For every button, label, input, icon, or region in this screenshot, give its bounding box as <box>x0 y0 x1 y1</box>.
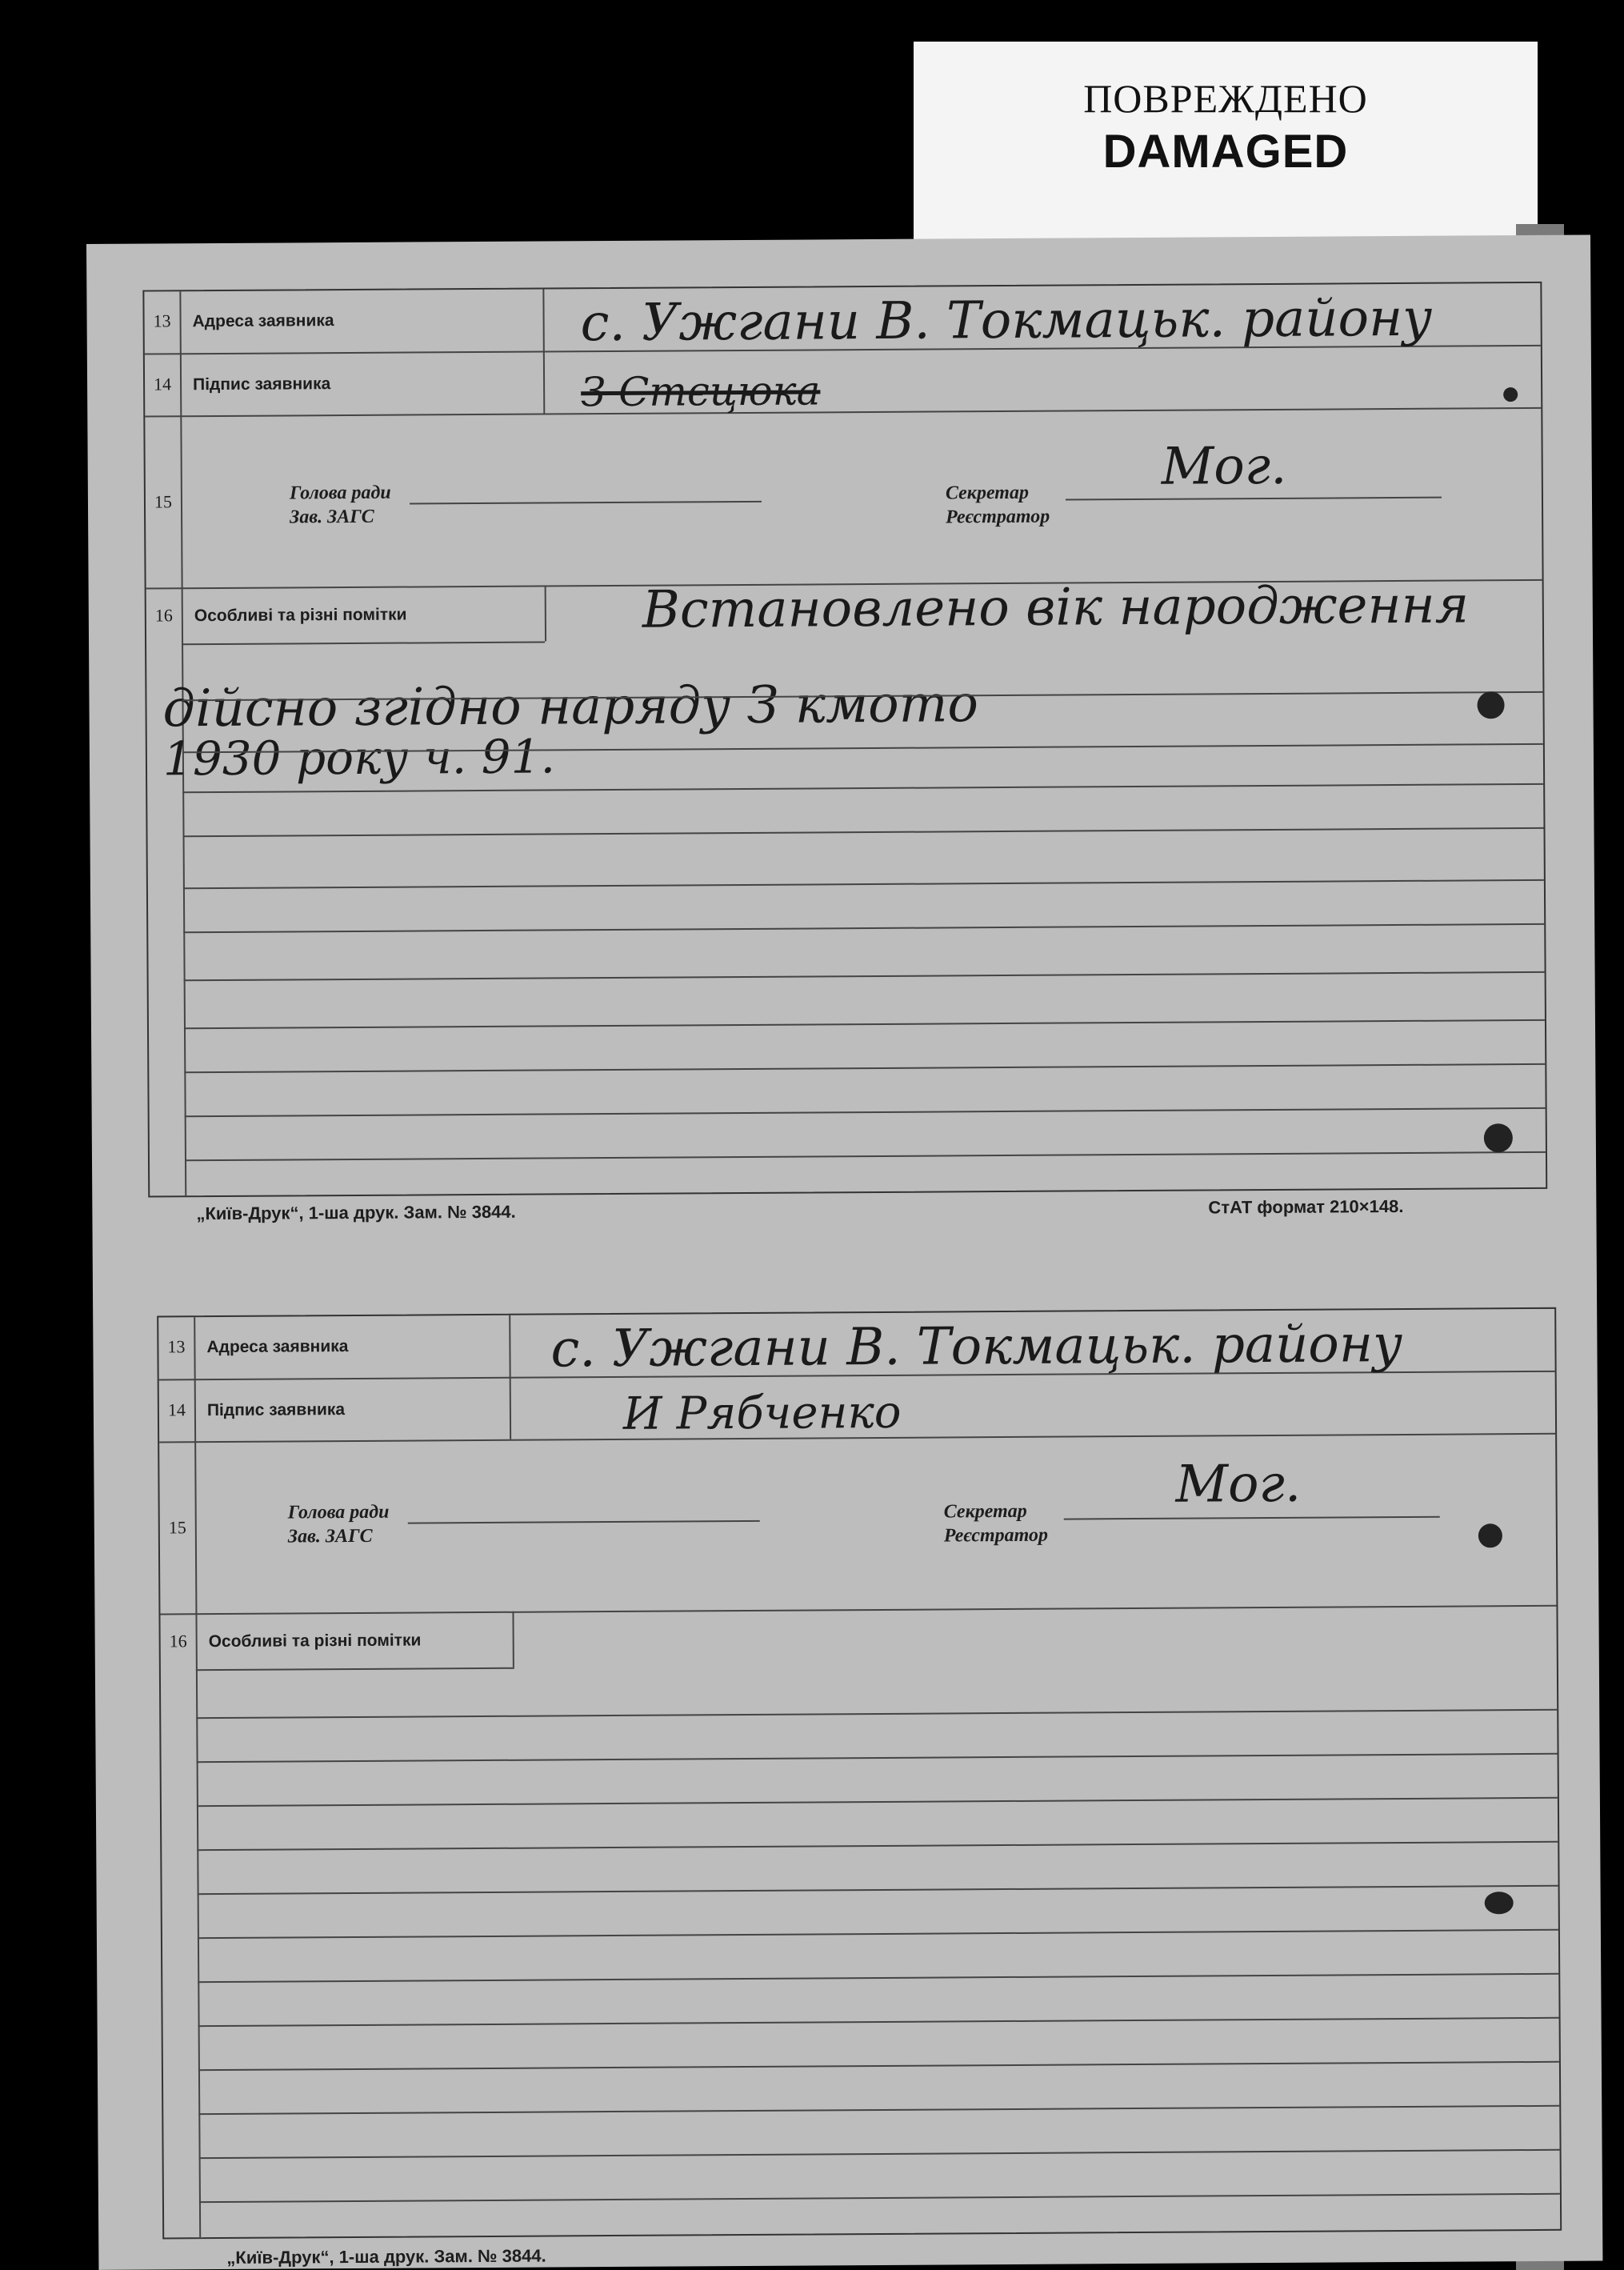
row-number: 14 <box>153 374 172 394</box>
registrar-label: Реєстратор <box>943 1524 1049 1547</box>
document-sheet <box>86 235 1602 2270</box>
handwritten-signature: И Рябченко <box>622 1386 902 1440</box>
form-top <box>142 282 1547 1198</box>
handwritten-notes-line2: дійсно згідно наряду З кмото <box>162 675 979 739</box>
secretary-label: Секретар <box>945 482 1029 504</box>
row-label-notes: Особливі та різні помітки <box>194 605 407 626</box>
printer-footer-top: „Київ-Друк“, 1-ша друк. Зам. № 3844. <box>196 1201 516 1224</box>
format-footer-top: СтАТ формат 210×148. <box>1208 1195 1404 1218</box>
damaged-label-ukrainian: ПОВРЕЖДЕНО <box>1083 76 1368 121</box>
handwritten-notes-line3: 1930 року ч. 91. <box>162 729 556 787</box>
row-number: 16 <box>154 605 173 626</box>
row-label-signature: Підпис заявника <box>206 1400 346 1420</box>
row-number: 15 <box>168 1517 186 1538</box>
damage-speck <box>1485 1892 1514 1914</box>
damaged-label-english: DAMAGED <box>1102 126 1349 178</box>
handwritten-initials: Мог. <box>1161 436 1287 497</box>
row-number: 15 <box>154 491 173 512</box>
damage-speck <box>1478 1523 1502 1547</box>
handwritten-initials: Мог. <box>1175 1454 1302 1515</box>
row-label-address: Адреса заявника <box>192 311 334 331</box>
handwritten-address: с. Ужгани В. Токмацьк. району <box>580 288 1433 354</box>
row-label-address: Адреса заявника <box>206 1337 349 1357</box>
head-council-label: Голова ради <box>287 1501 390 1523</box>
row-label-signature: Підпис заявника <box>193 374 331 394</box>
row-label-notes: Особливі та різні помітки <box>208 1631 422 1651</box>
handwritten-notes-line1: Встановлено вік народження <box>642 575 1470 640</box>
damage-speck <box>1503 387 1518 402</box>
damaged-label-card <box>914 42 1538 250</box>
damage-speck <box>1477 691 1504 719</box>
secretary-label: Секретар <box>943 1500 1027 1523</box>
head-zags-label: Зав. ЗАГС <box>287 1525 373 1547</box>
registrar-label: Реєстратор <box>946 506 1050 528</box>
damage-speck <box>1484 1123 1513 1152</box>
form-bottom <box>157 1307 1562 2240</box>
row-number: 13 <box>153 310 171 331</box>
head-zags-label: Зав. ЗАГС <box>290 506 374 528</box>
row-number: 14 <box>167 1399 186 1420</box>
printer-footer-bottom: „Київ-Друк“, 1-ша друк. Зам. № 3844. <box>226 2245 546 2268</box>
head-council-label: Голова ради <box>289 482 391 504</box>
row-number: 13 <box>167 1336 186 1357</box>
handwritten-signature: З Стєцюка <box>580 367 821 416</box>
handwritten-address: с. Ужгани В. Токмацьк. району <box>550 1314 1403 1379</box>
row-number: 16 <box>169 1631 187 1651</box>
